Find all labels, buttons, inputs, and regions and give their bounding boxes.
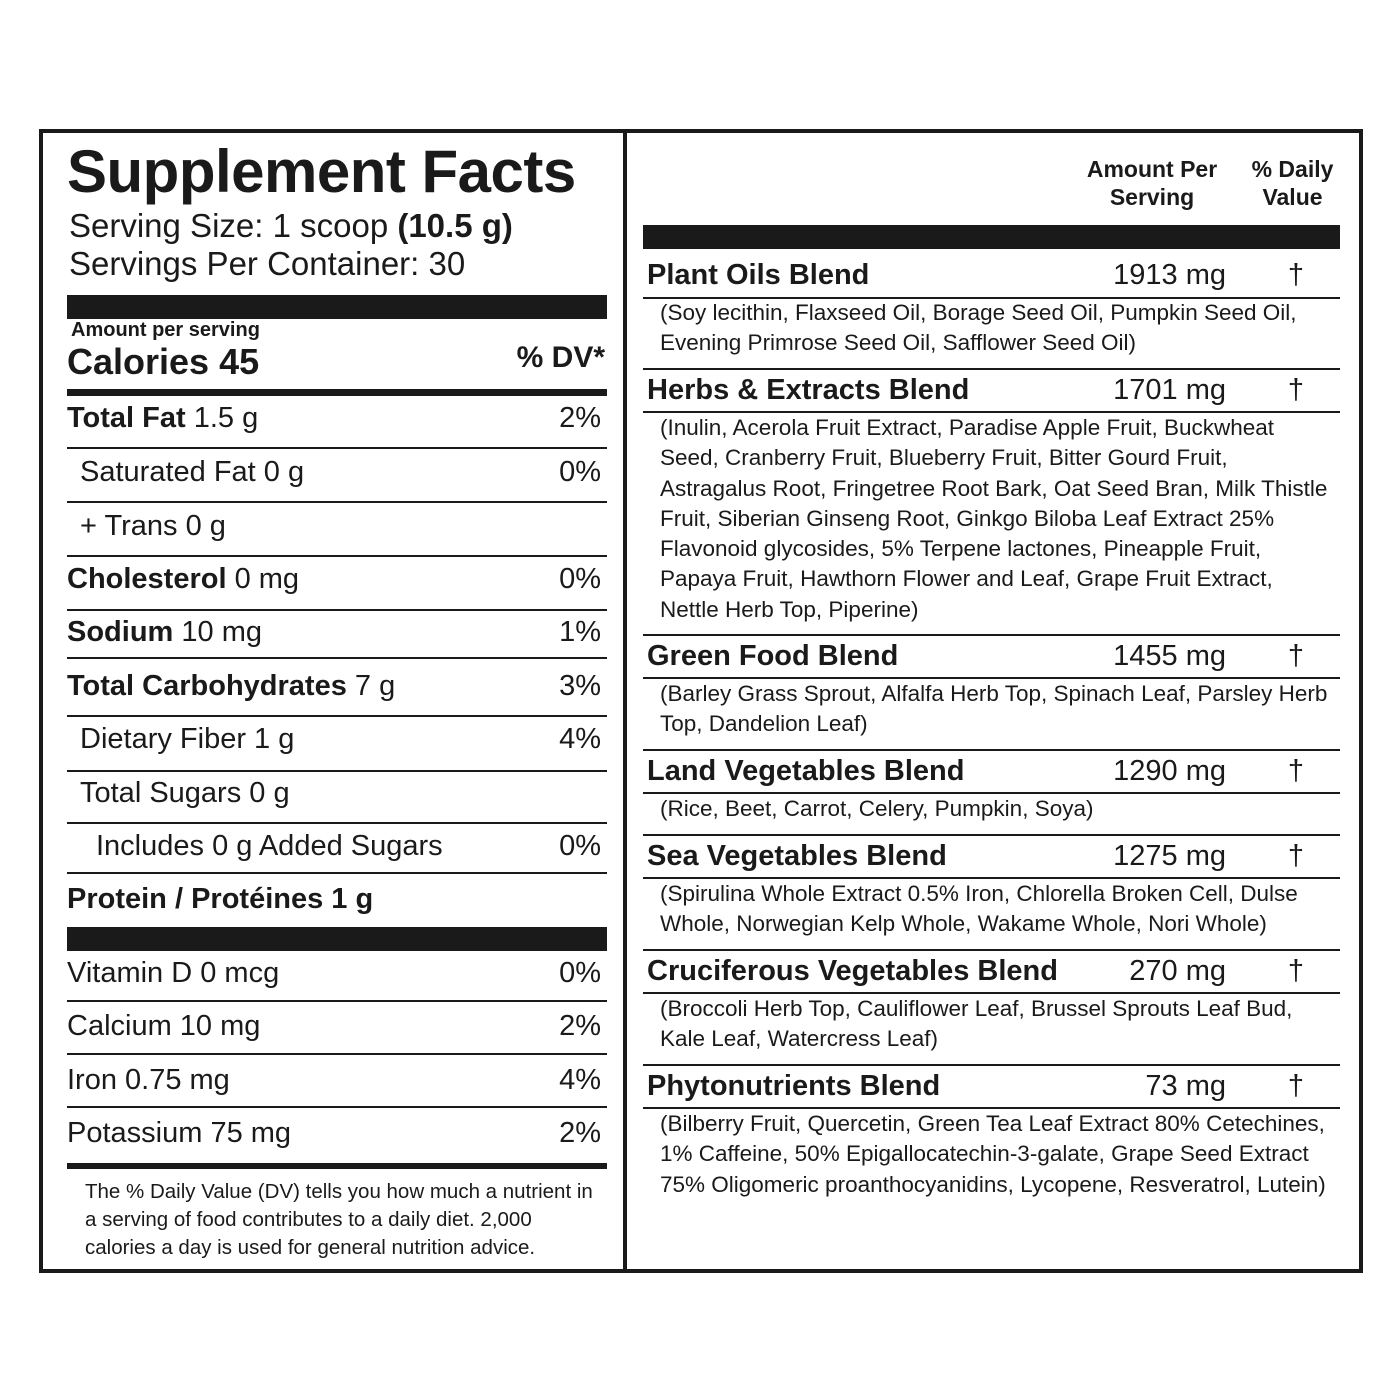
serving-size-label: Serving Size: 1 scoop <box>69 207 398 244</box>
nutrient-name: Dietary Fiber 1 g <box>80 723 295 755</box>
blend-dv-dagger: † <box>1287 640 1304 672</box>
vitamin-dv: 0% <box>559 957 601 989</box>
vitamin-name: Vitamin D 0 mcg <box>67 957 280 989</box>
blend-amount: 1290 mg <box>1113 755 1226 787</box>
nutrient-amount: 10 mg <box>173 616 263 648</box>
blend-dv-dagger: † <box>1287 755 1304 787</box>
nutrient-amount: 0 mg <box>226 563 300 595</box>
vitamin-name: Calcium 10 mg <box>67 1010 261 1042</box>
nutrient-dv: 1% <box>559 616 601 648</box>
blend-name: Green Food Blend <box>647 640 899 672</box>
thick-bar-bottom <box>67 1163 607 1169</box>
row-divider <box>67 872 607 874</box>
nutrient-name-bold: Total Fat <box>67 402 186 434</box>
nutrient-dv: 3% <box>559 670 601 702</box>
blend-dv-dagger: † <box>1287 955 1304 987</box>
thick-bar-vitamins <box>67 927 607 951</box>
thick-bar-top <box>67 295 607 319</box>
nutrient-dv: 0% <box>559 456 601 488</box>
blend-divider <box>643 834 1340 836</box>
row-divider <box>67 1000 607 1002</box>
amount-per-serving-header: Amount Per Serving <box>1086 156 1218 210</box>
blend-name: Plant Oils Blend <box>647 259 870 291</box>
row-divider <box>67 1106 607 1108</box>
blend-name: Land Vegetables Blend <box>647 755 965 787</box>
blend-amount: 73 mg <box>1145 1070 1226 1102</box>
blend-name: Herbs & Extracts Blend <box>647 374 970 406</box>
blend-name: Cruciferous Vegetables Blend <box>647 955 1058 987</box>
blend-divider <box>643 1064 1340 1066</box>
nutrient-amount: 1.5 g <box>185 402 259 434</box>
row-divider <box>67 822 607 824</box>
blend-dv-dagger: † <box>1287 259 1304 291</box>
servings-per-container: Servings Per Container: 30 <box>69 245 466 282</box>
blend-divider <box>643 368 1340 370</box>
row-divider <box>67 715 607 717</box>
blend-dv-dagger: † <box>1287 374 1304 406</box>
nutrient-name: Saturated Fat 0 g <box>80 456 305 488</box>
blend-divider <box>643 949 1340 951</box>
blend-divider <box>643 634 1340 636</box>
serving-info <box>69 207 513 283</box>
calories: Calories 45 <box>67 341 260 382</box>
blends-panel <box>643 133 1340 1269</box>
nutrient-name: Includes 0 g Added Sugars <box>96 830 443 862</box>
row-divider <box>67 657 607 659</box>
blend-amount: 1913 mg <box>1113 259 1226 291</box>
blend-divider <box>643 749 1340 751</box>
vitamin-dv: 2% <box>559 1010 601 1042</box>
supplement-facts-label <box>39 129 1363 1273</box>
nutrient-dv: 2% <box>559 402 601 434</box>
blend-ingredients: (Inulin, Acerola Fruit Extract, Paradise Apple Fruit, Buckwheat Seed, Cranberry Fruit, Blueberry Fruit, Bitter Gourd Fruit, Astragalus Root, Fringetree Root Bark, Oat Seed Bran, Milk Thistle Fruit, Siberian Ginseng Root, Ginkgo Biloba Leaf Extract 25% Flavonoid glycosides, 5% Terpene lactones, Pineapple Fruit, Papaya Fruit, Hawthorn Flower and Leaf, Grape Fruit Extract, Nettle Herb Top, Piperine) <box>660 415 1328 622</box>
vitamin-dv: 2% <box>559 1117 601 1149</box>
row-divider <box>67 1053 607 1055</box>
vitamin-dv: 4% <box>559 1064 601 1096</box>
nutrient-dv: 4% <box>559 723 601 755</box>
nutrient-name-bold: Cholesterol <box>67 563 227 595</box>
blend-ingredients: (Soy lecithin, Flaxseed Oil, Borage Seed Oil, Pumpkin Seed Oil, Evening Primrose Seed Oil, Safflower Seed Oil) <box>660 300 1297 356</box>
nutrient-dv: 0% <box>559 563 601 595</box>
blend-dv-dagger: † <box>1287 1070 1304 1102</box>
blend-ingredients: (Broccoli Herb Top, Cauliflower Leaf, Brussel Sprouts Leaf Bud, Kale Leaf, Watercress Leaf) <box>660 996 1293 1052</box>
nutrient-name: Total Sugars 0 g <box>80 777 290 809</box>
row-divider <box>67 555 607 557</box>
facts-panel <box>67 133 607 1269</box>
nutrient-name-bold: Protein / Protéines 1 g <box>67 883 374 915</box>
blend-dv-dagger: † <box>1287 840 1304 872</box>
blend-ingredients: (Barley Grass Sprout, Alfalfa Herb Top, Spinach Leaf, Parsley Herb Top, Dandelion Leaf) <box>660 681 1328 737</box>
row-divider <box>67 770 607 772</box>
dv-header: % DV* <box>516 341 605 374</box>
nutrient-amount: 7 g <box>346 670 396 702</box>
row-divider <box>67 609 607 611</box>
blend-amount: 1275 mg <box>1113 840 1226 872</box>
dv-footnote: The % Daily Value (DV) tells you how much a nutrient in a serving of food contributes to a daily diet. 2,000 calories a day is used for general nutrition advice. <box>85 1180 593 1259</box>
nutrient-dv: 0% <box>559 830 601 862</box>
blend-ingredients: (Spirulina Whole Extract 0.5% Iron, Chlorella Broken Cell, Dulse Whole, Norwegian Kelp Whole, Wakame Whole, Nori Whole) <box>660 881 1298 937</box>
column-divider <box>623 133 627 1269</box>
blend-ingredients: (Rice, Beet, Carrot, Celery, Pumpkin, Soya) <box>660 796 1094 821</box>
blend-ingredients: (Bilberry Fruit, Quercetin, Green Tea Leaf Extract 80% Cetechines, 1% Caffeine, 50% Epigallocatechin-3-galate, Grape Seed Extract 75% Oligomeric proanthocyanidins, Lycopene, Resveratrol, Lutein) <box>660 1111 1326 1197</box>
blend-amount: 1455 mg <box>1113 640 1226 672</box>
blend-amount: 270 mg <box>1129 955 1226 987</box>
serving-size-value: (10.5 g) <box>397 207 513 244</box>
blend-amount: 1701 mg <box>1113 374 1226 406</box>
vitamin-name: Iron 0.75 mg <box>67 1064 230 1096</box>
vitamin-name: Potassium 75 mg <box>67 1117 292 1149</box>
calories-bar <box>67 389 607 396</box>
nutrient-name-bold: Sodium <box>67 616 174 648</box>
row-divider <box>67 447 607 449</box>
nutrient-name: + Trans 0 g <box>80 510 226 542</box>
blend-name: Sea Vegetables Blend <box>647 840 947 872</box>
facts-title: Supplement Facts <box>67 138 576 205</box>
thick-bar-header <box>643 225 1340 249</box>
blend-name: Phytonutrients Blend <box>647 1070 941 1102</box>
amount-per-serving: Amount per serving <box>71 319 260 341</box>
daily-value-header: % Daily Value <box>1251 156 1334 210</box>
row-divider <box>67 501 607 503</box>
nutrient-name-bold: Total Carbohydrates <box>67 670 347 702</box>
